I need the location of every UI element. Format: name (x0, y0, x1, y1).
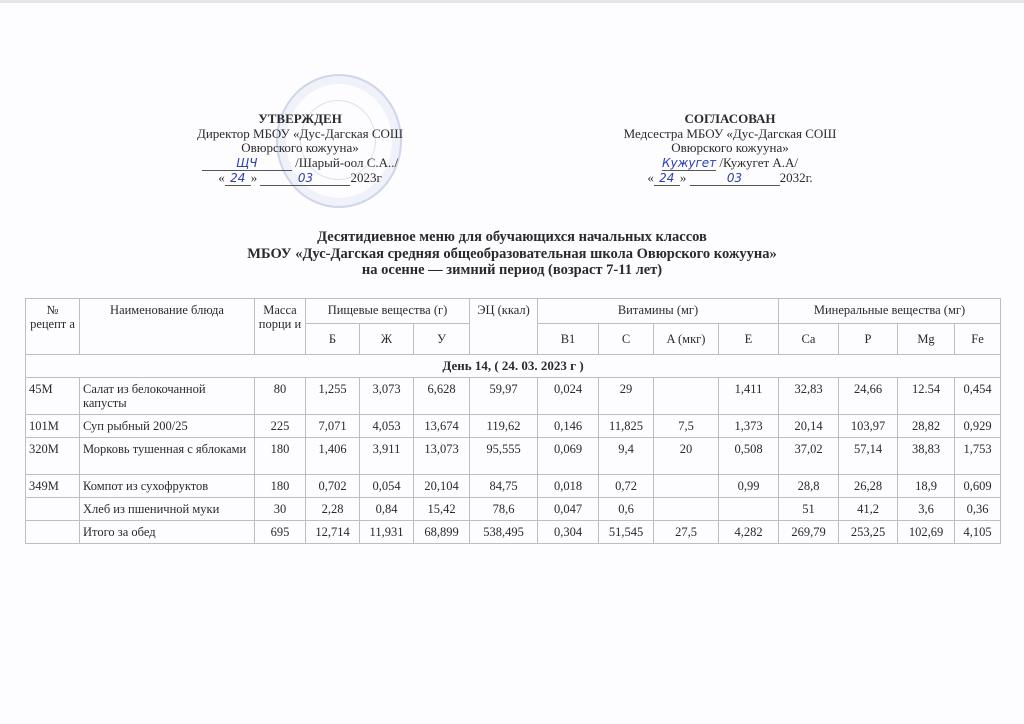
cell-iron: 4,105 (955, 521, 1001, 544)
agreement-position: Медсестра МБОУ «Дус-Дагская СОШ (623, 125, 837, 141)
cell-recipe-number: 320М (26, 438, 80, 475)
cell-fat: 0,84 (360, 498, 414, 521)
cell-phosphorus: 253,25 (839, 521, 898, 544)
header-magnesium: Mg (898, 324, 955, 355)
cell-portion-mass: 695 (255, 521, 306, 544)
cell-carbs: 13,073 (414, 438, 470, 475)
header-energy: ЭЦ (ккал) (470, 299, 538, 355)
cell-magnesium: 12.54 (898, 378, 955, 415)
header-fat: Ж (360, 324, 414, 355)
agreement-date: « 24 » 03 2032г. (647, 169, 813, 185)
cell-vitamin-b1: 0,146 (538, 415, 599, 438)
cell-vitamin-b1: 0,304 (538, 521, 599, 544)
cell-vitamin-b1: 0,024 (538, 378, 599, 415)
approval-day: 24 (225, 172, 251, 186)
cell-fat: 3,073 (360, 378, 414, 415)
cell-fat: 11,931 (360, 521, 414, 544)
agreement-title: СОГЛАСОВАН (684, 111, 776, 126)
cell-vitamin-a (654, 378, 719, 415)
cell-fat: 3,911 (360, 438, 414, 475)
cell-vitamin-e: 0,508 (719, 438, 779, 475)
heading-line-1: Десятидиевное меню для обучающихся начальных классов (317, 229, 707, 245)
cell-dish-name: Хлеб из пшеничной муки (80, 498, 255, 521)
scan-edge (0, 0, 1024, 3)
table-row (26, 438, 1001, 475)
header-iron: Fe (955, 324, 1001, 355)
cell-vitamin-a: 7,5 (654, 415, 719, 438)
agreement-block (580, 112, 880, 186)
cell-magnesium: 102,69 (898, 521, 955, 544)
cell-vitamin-c: 11,825 (599, 415, 654, 438)
approval-date: « 24 » 03 2023г (218, 169, 382, 185)
cell-vitamin-c: 0,6 (599, 498, 654, 521)
cell-vitamin-b1: 0,018 (538, 475, 599, 498)
header-vitamin-c: C (599, 324, 654, 355)
approval-block (150, 112, 450, 186)
cell-phosphorus: 26,28 (839, 475, 898, 498)
header-minerals: Минеральные вещества (мг) (779, 299, 1001, 324)
cell-portion-mass: 225 (255, 415, 306, 438)
cell-iron: 0,609 (955, 475, 1001, 498)
header-calcium: Ca (779, 324, 839, 355)
director-name: /Шарый-оол С.А../ (295, 154, 399, 170)
cell-energy: 78,6 (470, 498, 538, 521)
cell-magnesium: 18,9 (898, 475, 955, 498)
header-vitamin-b1: B1 (538, 324, 599, 355)
cell-fat: 4,053 (360, 415, 414, 438)
cell-phosphorus: 57,14 (839, 438, 898, 475)
table-row (26, 415, 1001, 438)
header-nutrients: Пищевые вещества (г) (306, 299, 470, 324)
nurse-signature: Кужугет (661, 155, 717, 170)
cell-vitamin-a: 27,5 (654, 521, 719, 544)
cell-protein: 2,28 (306, 498, 360, 521)
approval-title: УТВЕРЖДЕН (258, 111, 342, 126)
header-vitamin-a: A (мкг) (654, 324, 719, 355)
agreement-signature-line (580, 156, 880, 171)
cell-energy: 84,75 (470, 475, 538, 498)
cell-vitamin-c: 0,72 (599, 475, 654, 498)
heading-line-2: МБОУ «Дус-Дагская средняя общеобразовательная школа Овюрского кожууна» (247, 245, 777, 262)
cell-protein: 0,702 (306, 475, 360, 498)
cell-portion-mass: 30 (255, 498, 306, 521)
table-row (26, 378, 1001, 415)
approval-month: 03 (260, 172, 350, 186)
director-signature: ЩЧ (202, 157, 292, 171)
cell-calcium: 37,02 (779, 438, 839, 475)
cell-iron: 1,753 (955, 438, 1001, 475)
cell-dish-name: Салат из белокочанной капусты (80, 378, 255, 415)
heading-line-3: на осенне — зимний период (возраст 7-11 лет) (361, 262, 663, 278)
table-row (26, 498, 1001, 521)
cell-energy: 59,97 (470, 378, 538, 415)
cell-recipe-number: 45М (26, 378, 80, 415)
cell-vitamin-a (654, 475, 719, 498)
cell-phosphorus: 41,2 (839, 498, 898, 521)
cell-protein: 7,071 (306, 415, 360, 438)
cell-energy: 119,62 (470, 415, 538, 438)
header-dish-name: Наименование блюда (80, 299, 255, 355)
cell-phosphorus: 103,97 (839, 415, 898, 438)
approval-signature-line (150, 156, 450, 171)
nurse-name: /Кужугет А.А/ (719, 154, 799, 170)
cell-magnesium: 3,6 (898, 498, 955, 521)
header-vitamin-e: E (719, 324, 779, 355)
cell-carbs: 68,899 (414, 521, 470, 544)
cell-energy: 538,495 (470, 521, 538, 544)
cell-protein: 1,255 (306, 378, 360, 415)
total-row (26, 521, 1001, 544)
cell-iron: 0,454 (955, 378, 1001, 415)
agreement-year: 2032г. (779, 169, 813, 185)
header-carbs: У (414, 324, 470, 355)
agreement-month: 03 (690, 172, 780, 186)
cell-vitamin-b1: 0,069 (538, 438, 599, 475)
cell-calcium: 51 (779, 498, 839, 521)
cell-vitamin-a: 20 (654, 438, 719, 475)
cell-energy: 95,555 (470, 438, 538, 475)
cell-vitamin-e: 1,373 (719, 415, 779, 438)
cell-iron: 0,929 (955, 415, 1001, 438)
cell-vitamin-c: 51,545 (599, 521, 654, 544)
cell-dish-name: Суп рыбный 200/25 (80, 415, 255, 438)
cell-calcium: 32,83 (779, 378, 839, 415)
cell-vitamin-e: 1,411 (719, 378, 779, 415)
header-phosphorus: P (839, 324, 898, 355)
cell-vitamin-b1: 0,047 (538, 498, 599, 521)
header-recipe-number: № рецепт а (26, 299, 80, 355)
cell-recipe-number: 101М (26, 415, 80, 438)
cell-carbs: 13,674 (414, 415, 470, 438)
cell-fat: 0,054 (360, 475, 414, 498)
cell-portion-mass: 180 (255, 438, 306, 475)
cell-carbs: 15,42 (414, 498, 470, 521)
header-protein: Б (306, 324, 360, 355)
cell-dish-name: Морковь тушенная с яблоками (80, 438, 255, 475)
agreement-day: 24 (654, 172, 680, 186)
document-heading (0, 229, 1024, 279)
cell-vitamin-a (654, 498, 719, 521)
header-vitamins: Витамины (мг) (538, 299, 779, 324)
cell-iron: 0,36 (955, 498, 1001, 521)
cell-calcium: 269,79 (779, 521, 839, 544)
cell-magnesium: 38,83 (898, 438, 955, 475)
approval-organization: Овюрского кожууна» (241, 140, 359, 155)
cell-portion-mass: 180 (255, 475, 306, 498)
cell-carbs: 6,628 (414, 378, 470, 415)
cell-vitamin-e (719, 498, 779, 521)
cell-dish-name: Компот из сухофруктов (80, 475, 255, 498)
table-row (26, 475, 1001, 498)
cell-vitamin-c: 29 (599, 378, 654, 415)
cell-portion-mass: 80 (255, 378, 306, 415)
cell-vitamin-e: 0,99 (719, 475, 779, 498)
menu-table (25, 298, 1001, 544)
cell-calcium: 20,14 (779, 415, 839, 438)
cell-recipe-number (26, 521, 80, 544)
cell-magnesium: 28,82 (898, 415, 955, 438)
cell-dish-name: Итого за обед (80, 521, 255, 544)
header-portion-mass: Масса порци и (255, 299, 306, 355)
cell-phosphorus: 24,66 (839, 378, 898, 415)
cell-recipe-number (26, 498, 80, 521)
agreement-organization: Овюрского кожууна» (671, 140, 789, 155)
cell-vitamin-e: 4,282 (719, 521, 779, 544)
cell-recipe-number: 349М (26, 475, 80, 498)
cell-protein: 12,714 (306, 521, 360, 544)
cell-calcium: 28,8 (779, 475, 839, 498)
cell-carbs: 20,104 (414, 475, 470, 498)
approval-position: Директор МБОУ «Дус-Дагская СОШ (196, 125, 404, 141)
approval-year: 2023г (350, 169, 382, 185)
cell-protein: 1,406 (306, 438, 360, 475)
cell-vitamin-c: 9,4 (599, 438, 654, 475)
day-label: День 14, ( 24. 03. 2023 г ) (26, 355, 1001, 378)
